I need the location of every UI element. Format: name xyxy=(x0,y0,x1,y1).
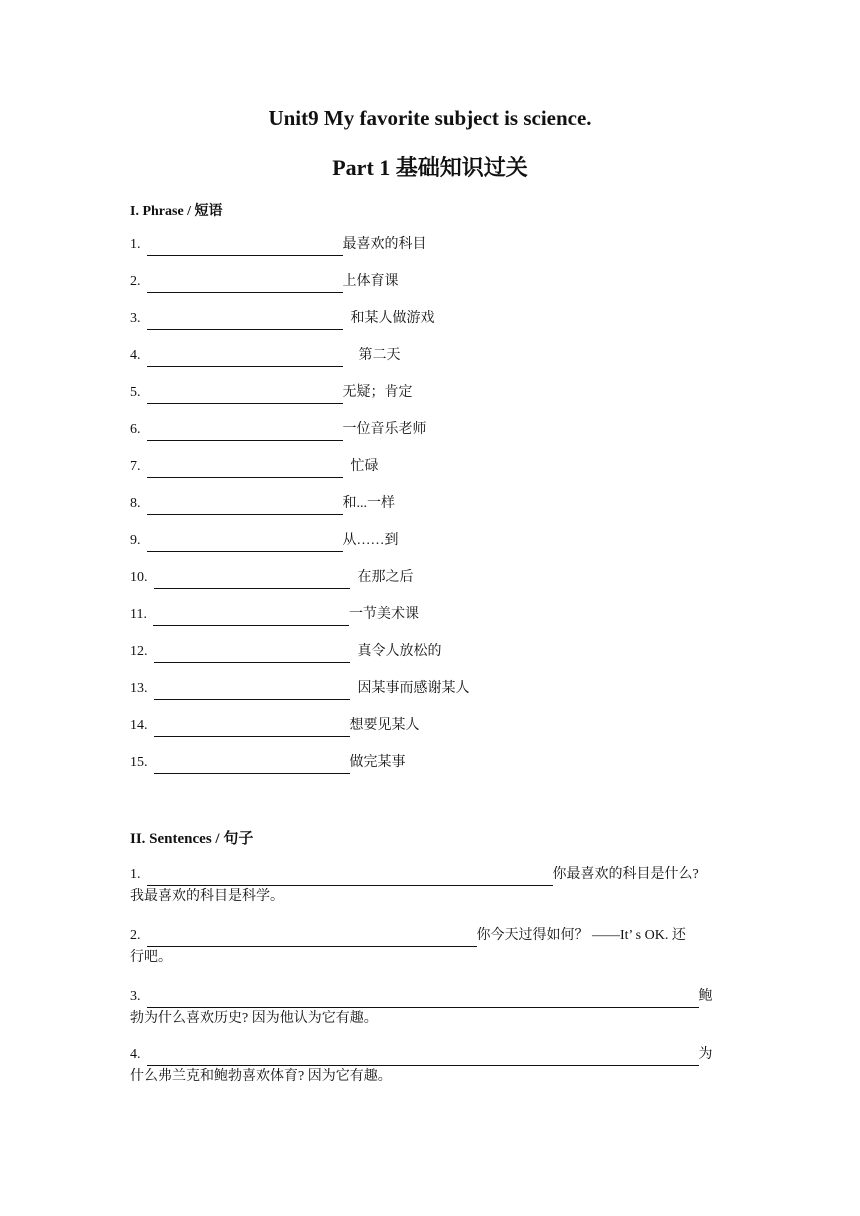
sentence-prompt-continued: 什么弗兰克和鲍勃喜欢体育? 因为它有趣。 xyxy=(130,1069,392,1084)
item-number: 2. xyxy=(130,928,141,943)
phrase-meaning: 因某事而感谢某人 xyxy=(357,681,470,696)
phrase-item-10 xyxy=(130,567,414,589)
item-number: 4. xyxy=(130,348,141,363)
item-number: 3. xyxy=(130,989,141,1004)
phrase-item-12 xyxy=(130,641,442,663)
phrase-meaning: 第二天 xyxy=(358,348,401,363)
answer-blank[interactable] xyxy=(147,276,343,293)
item-number: 4. xyxy=(130,1047,141,1062)
phrase-item-5 xyxy=(130,382,413,404)
item-number: 14. xyxy=(130,718,148,733)
phrase-meaning: 一位音乐老师 xyxy=(342,422,427,437)
answer-blank[interactable] xyxy=(154,757,350,774)
answer-blank[interactable] xyxy=(147,991,699,1008)
phrase-meaning: 想要见某人 xyxy=(349,718,420,733)
item-number: 10. xyxy=(130,570,148,585)
item-number: 1. xyxy=(130,867,141,882)
phrase-meaning: 一节美术课 xyxy=(348,607,419,622)
phrase-item-11 xyxy=(130,604,419,626)
answer-blank[interactable] xyxy=(147,239,343,256)
sentences-section-heading: II. Sentences / 句子 xyxy=(130,831,254,847)
phrase-meaning: 上体育课 xyxy=(342,274,399,289)
answer-blank[interactable] xyxy=(154,572,350,589)
answer-blank[interactable] xyxy=(147,535,343,552)
item-number: 5. xyxy=(130,385,141,400)
phrase-meaning: 最喜欢的科目 xyxy=(342,237,427,252)
sentence-prompt-continued: 勃为什么喜欢历史? 因为他认为它有趣。 xyxy=(130,1011,378,1026)
phrase-meaning: 做完某事 xyxy=(349,755,406,770)
phrase-meaning: 在那之后 xyxy=(357,570,414,585)
sentence-prompt: 你今天过得如何？ ——It’ s OK. 还 xyxy=(476,928,686,943)
phrase-item-2 xyxy=(130,271,399,293)
sentence-prompt-continued: 我最喜欢的科目是科学。 xyxy=(130,889,284,904)
phrase-item-9 xyxy=(130,530,399,552)
sentence-item-1 xyxy=(130,864,730,908)
phrase-item-3 xyxy=(130,308,435,330)
phrase-meaning: 真令人放松的 xyxy=(357,644,442,659)
phrase-meaning: 无疑；肯定 xyxy=(342,385,413,400)
item-number: 9. xyxy=(130,533,141,548)
answer-blank[interactable] xyxy=(154,646,350,663)
answer-blank[interactable] xyxy=(147,350,343,367)
answer-blank[interactable] xyxy=(154,683,350,700)
item-number: 12. xyxy=(130,644,148,659)
phrase-item-7 xyxy=(130,456,379,478)
answer-blank[interactable] xyxy=(154,720,350,737)
item-number: 2. xyxy=(130,274,141,289)
answer-blank[interactable] xyxy=(147,498,343,515)
phrase-section-heading: I. Phrase / 短语 xyxy=(130,204,223,219)
phrase-meaning: 和...一样 xyxy=(342,496,395,511)
item-number: 3. xyxy=(130,311,141,326)
phrase-item-4 xyxy=(130,345,401,367)
phrase-item-13 xyxy=(130,678,470,700)
answer-blank[interactable] xyxy=(147,387,343,404)
phrase-item-8 xyxy=(130,493,395,515)
phrase-meaning: 从……到 xyxy=(342,533,399,548)
document-title: Unit9 My favorite subject is science. xyxy=(268,106,592,130)
answer-blank[interactable] xyxy=(147,869,553,886)
sentence-prompt: 鲍 xyxy=(698,989,713,1004)
phrase-item-14 xyxy=(130,715,420,737)
item-number: 11. xyxy=(130,607,147,622)
answer-blank[interactable] xyxy=(147,930,477,947)
phrase-meaning: 和某人做游戏 xyxy=(350,311,435,326)
sentence-prompt-continued: 行吧。 xyxy=(130,950,172,965)
item-number: 15. xyxy=(130,755,148,770)
item-number: 8. xyxy=(130,496,141,511)
phrase-meaning: 忙碌 xyxy=(350,459,379,474)
sentence-item-4 xyxy=(130,1044,730,1088)
answer-blank[interactable] xyxy=(153,609,349,626)
sentence-prompt: 你最喜欢的科目是什么? xyxy=(552,867,699,882)
sentence-item-3 xyxy=(130,986,730,1030)
item-number: 6. xyxy=(130,422,141,437)
sentence-prompt: 为 xyxy=(698,1047,713,1062)
answer-blank[interactable] xyxy=(147,1049,699,1066)
item-number: 1. xyxy=(130,237,141,252)
answer-blank[interactable] xyxy=(147,424,343,441)
sentence-item-2 xyxy=(130,925,730,969)
answer-blank[interactable] xyxy=(147,313,343,330)
phrase-item-6 xyxy=(130,419,427,441)
item-number: 7. xyxy=(130,459,141,474)
item-number: 13. xyxy=(130,681,148,696)
phrase-item-15 xyxy=(130,752,406,774)
answer-blank[interactable] xyxy=(147,461,343,478)
document-subtitle: Part 1 基础知识过关 xyxy=(332,155,528,180)
phrase-item-1 xyxy=(130,234,427,256)
